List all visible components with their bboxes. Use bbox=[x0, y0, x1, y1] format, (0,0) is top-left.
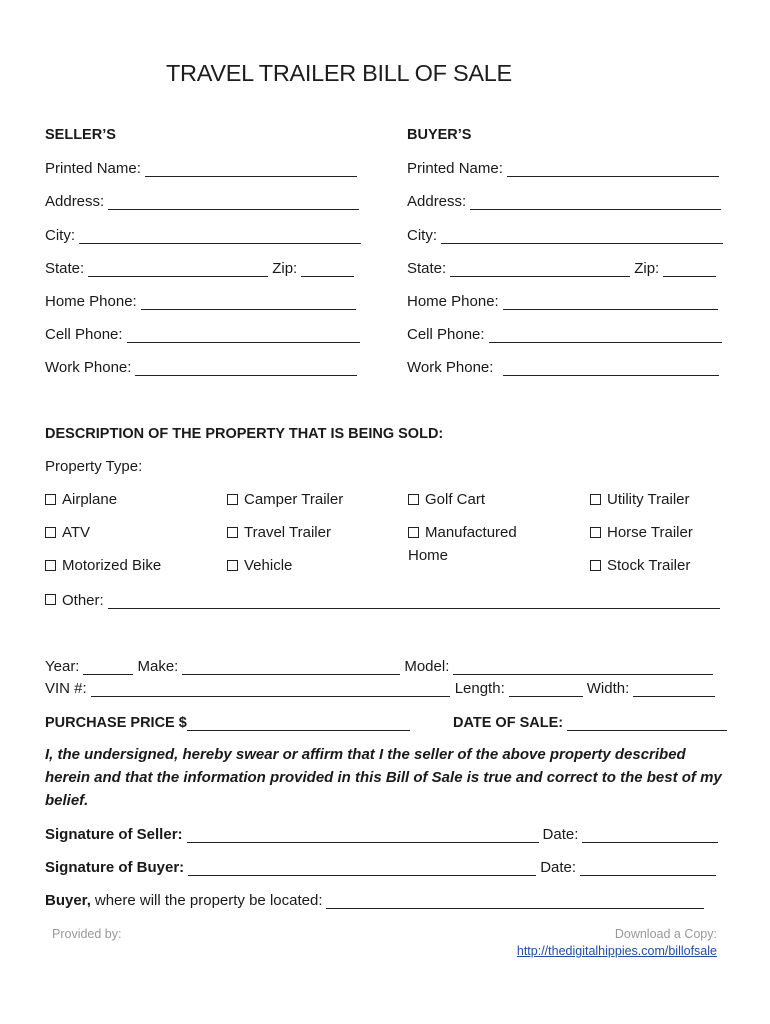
airplane-label: Airplane bbox=[62, 491, 118, 508]
seller-header: SELLER’S bbox=[45, 127, 116, 143]
length-label: Length: bbox=[454, 680, 505, 697]
checkbox-manufactured-home[interactable] bbox=[408, 524, 517, 541]
golf-cart-label: Golf Cart bbox=[425, 491, 486, 508]
seller-date-line[interactable] bbox=[582, 827, 718, 843]
buyer-printed-name-label: Printed Name: bbox=[407, 160, 503, 177]
date-of-sale-label: DATE OF SALE: bbox=[453, 715, 564, 731]
buyer-location-label: where will the property be located: bbox=[94, 892, 323, 909]
checkbox-camper-trailer[interactable] bbox=[227, 491, 343, 508]
year-make-model-field[interactable] bbox=[45, 655, 713, 675]
checkbox-golf-cart[interactable] bbox=[408, 491, 485, 508]
other-field[interactable] bbox=[45, 589, 720, 609]
seller-work-phone-line[interactable] bbox=[135, 360, 357, 376]
buyer-address-line[interactable] bbox=[470, 194, 721, 210]
seller-signature-field[interactable] bbox=[45, 823, 718, 843]
buyer-address-label: Address: bbox=[407, 193, 467, 210]
checkbox-icon[interactable] bbox=[45, 594, 56, 605]
buyer-zip-line[interactable] bbox=[663, 261, 716, 277]
seller-printed-name-field[interactable] bbox=[45, 157, 357, 177]
buyer-location-field[interactable] bbox=[45, 889, 704, 909]
buyer-header: BUYER’S bbox=[407, 127, 472, 143]
seller-work-phone-field[interactable] bbox=[45, 356, 357, 376]
seller-signature-line[interactable] bbox=[187, 827, 539, 843]
buyer-cell-phone-label: Cell Phone: bbox=[407, 326, 485, 343]
buyer-date-label: Date: bbox=[540, 859, 577, 876]
atv-label: ATV bbox=[62, 524, 91, 541]
checkbox-utility-trailer[interactable] bbox=[590, 491, 690, 508]
seller-state-line[interactable] bbox=[88, 261, 268, 277]
download-copy-text: Download a Copy: bbox=[614, 927, 717, 941]
buyer-city-field[interactable] bbox=[407, 224, 723, 244]
seller-cell-phone-label: Cell Phone: bbox=[45, 326, 123, 343]
seller-date-label: Date: bbox=[542, 826, 579, 843]
document-title: TRAVEL TRAILER BILL OF SALE bbox=[166, 60, 512, 86]
purchase-price-line[interactable] bbox=[187, 715, 410, 731]
buyer-signature-line[interactable] bbox=[188, 860, 536, 876]
other-line[interactable] bbox=[108, 593, 720, 609]
camper-trailer-label: Camper Trailer bbox=[244, 491, 344, 508]
make-label: Make: bbox=[137, 658, 179, 675]
buyer-signature-field[interactable] bbox=[45, 856, 716, 876]
buyer-home-phone-field[interactable] bbox=[407, 290, 718, 310]
buyer-location-bold-label: Buyer, bbox=[45, 892, 91, 909]
length-line[interactable] bbox=[509, 681, 583, 697]
checkbox-airplane[interactable] bbox=[45, 491, 117, 508]
other-label: Other: bbox=[62, 592, 104, 609]
seller-state-label: State: bbox=[45, 260, 85, 277]
date-of-sale-line[interactable] bbox=[567, 715, 727, 731]
seller-zip-line[interactable] bbox=[301, 261, 354, 277]
seller-cell-phone-field[interactable] bbox=[45, 323, 360, 343]
checkbox-icon[interactable] bbox=[227, 560, 238, 571]
seller-home-phone-line[interactable] bbox=[141, 294, 356, 310]
checkbox-vehicle[interactable] bbox=[227, 557, 292, 574]
model-label: Model: bbox=[404, 658, 450, 675]
buyer-printed-name-field[interactable] bbox=[407, 157, 719, 177]
buyer-home-phone-line[interactable] bbox=[503, 294, 718, 310]
travel-trailer-label: Travel Trailer bbox=[244, 524, 331, 541]
date-of-sale-field[interactable] bbox=[453, 711, 727, 731]
buyer-location-line[interactable] bbox=[326, 893, 704, 909]
seller-home-phone-label: Home Phone: bbox=[45, 293, 137, 310]
checkbox-icon[interactable] bbox=[408, 494, 419, 505]
buyer-cell-phone-field[interactable] bbox=[407, 323, 722, 343]
buyer-state-label: State: bbox=[407, 260, 447, 277]
manufactured-home-label: Home bbox=[408, 547, 449, 564]
vin-line[interactable] bbox=[91, 681, 450, 697]
buyer-state-zip-field[interactable] bbox=[407, 257, 716, 277]
buyer-work-phone-field[interactable] bbox=[407, 356, 719, 376]
property-type-label: Property Type: bbox=[45, 458, 143, 475]
year-line[interactable] bbox=[83, 659, 133, 675]
vin-length-width-field[interactable] bbox=[45, 677, 715, 697]
buyer-signature-label: Signature of Buyer: bbox=[45, 859, 185, 876]
checkbox-icon[interactable] bbox=[227, 527, 238, 538]
seller-cell-phone-line[interactable] bbox=[127, 327, 360, 343]
model-line[interactable] bbox=[453, 659, 713, 675]
utility-trailer-label: Utility Trailer bbox=[607, 491, 690, 508]
checkbox-stock-trailer[interactable] bbox=[590, 557, 690, 574]
checkbox-motorized-bike[interactable] bbox=[45, 557, 161, 574]
buyer-work-phone-label: Work Phone: bbox=[407, 359, 494, 376]
width-line[interactable] bbox=[633, 681, 715, 697]
width-label: Width: bbox=[586, 680, 630, 697]
vin-label: VIN #: bbox=[45, 680, 87, 697]
seller-printed-name-label: Printed Name: bbox=[45, 160, 141, 177]
seller-home-phone-field[interactable] bbox=[45, 290, 356, 310]
seller-zip-label: Zip: bbox=[272, 260, 298, 277]
checkbox-icon[interactable] bbox=[45, 494, 56, 505]
checkbox-icon[interactable] bbox=[590, 560, 601, 571]
buyer-cell-phone-line[interactable] bbox=[489, 327, 722, 343]
checkbox-horse-trailer[interactable] bbox=[590, 524, 693, 541]
buyer-date-line[interactable] bbox=[580, 860, 716, 876]
motorized-bike-label: Motorized Bike bbox=[62, 557, 162, 574]
seller-address-field[interactable] bbox=[45, 190, 359, 210]
vehicle-label: Vehicle bbox=[244, 557, 293, 574]
seller-city-field[interactable] bbox=[45, 224, 361, 244]
buyer-address-field[interactable] bbox=[407, 190, 721, 210]
seller-state-zip-field[interactable] bbox=[45, 257, 354, 277]
seller-signature-label: Signature of Seller: bbox=[45, 826, 183, 843]
seller-address-label: Address: bbox=[45, 193, 105, 210]
purchase-price-field[interactable] bbox=[45, 711, 410, 731]
buyer-state-line[interactable] bbox=[450, 261, 630, 277]
year-label: Year: bbox=[45, 658, 80, 675]
horse-trailer-label: Horse Trailer bbox=[607, 524, 693, 541]
checkbox-icon[interactable] bbox=[408, 527, 419, 538]
checkbox-icon[interactable] bbox=[590, 494, 601, 505]
provided-by-text: Provided by: bbox=[52, 927, 122, 941]
stock-trailer-label: Stock Trailer bbox=[607, 557, 691, 574]
checkbox-travel-trailer[interactable] bbox=[227, 524, 331, 541]
buyer-city-line[interactable] bbox=[441, 228, 723, 244]
purchase-price-label: PURCHASE PRICE $ bbox=[45, 715, 187, 731]
checkbox-icon[interactable] bbox=[45, 527, 56, 538]
checkbox-icon[interactable] bbox=[590, 527, 601, 538]
manufactured-label: Manufactured bbox=[425, 524, 517, 541]
make-line[interactable] bbox=[182, 659, 400, 675]
buyer-home-phone-label: Home Phone: bbox=[407, 293, 499, 310]
checkbox-icon[interactable] bbox=[45, 560, 56, 571]
seller-printed-name-line[interactable] bbox=[145, 161, 357, 177]
buyer-printed-name-line[interactable] bbox=[507, 161, 719, 177]
buyer-city-label: City: bbox=[407, 227, 437, 244]
declaration-text: I, the undersigned, hereby swear or affirm that I the seller of the above property described herein and that the information provided in this Bill of Sale is true and correct to the best of my belief. bbox=[45, 746, 722, 809]
buyer-work-phone-line[interactable] bbox=[503, 360, 719, 376]
seller-address-line[interactable] bbox=[108, 194, 359, 210]
checkbox-icon[interactable] bbox=[227, 494, 238, 505]
checkbox-atv[interactable] bbox=[45, 524, 90, 541]
seller-city-line[interactable] bbox=[79, 228, 361, 244]
description-header: DESCRIPTION OF THE PROPERTY THAT IS BEING SOLD: bbox=[45, 426, 444, 442]
seller-work-phone-label: Work Phone: bbox=[45, 359, 132, 376]
buyer-zip-label: Zip: bbox=[634, 260, 660, 277]
seller-city-label: City: bbox=[45, 227, 75, 244]
download-link[interactable]: http://thedigitalhippies.com/billofsale bbox=[516, 944, 717, 958]
